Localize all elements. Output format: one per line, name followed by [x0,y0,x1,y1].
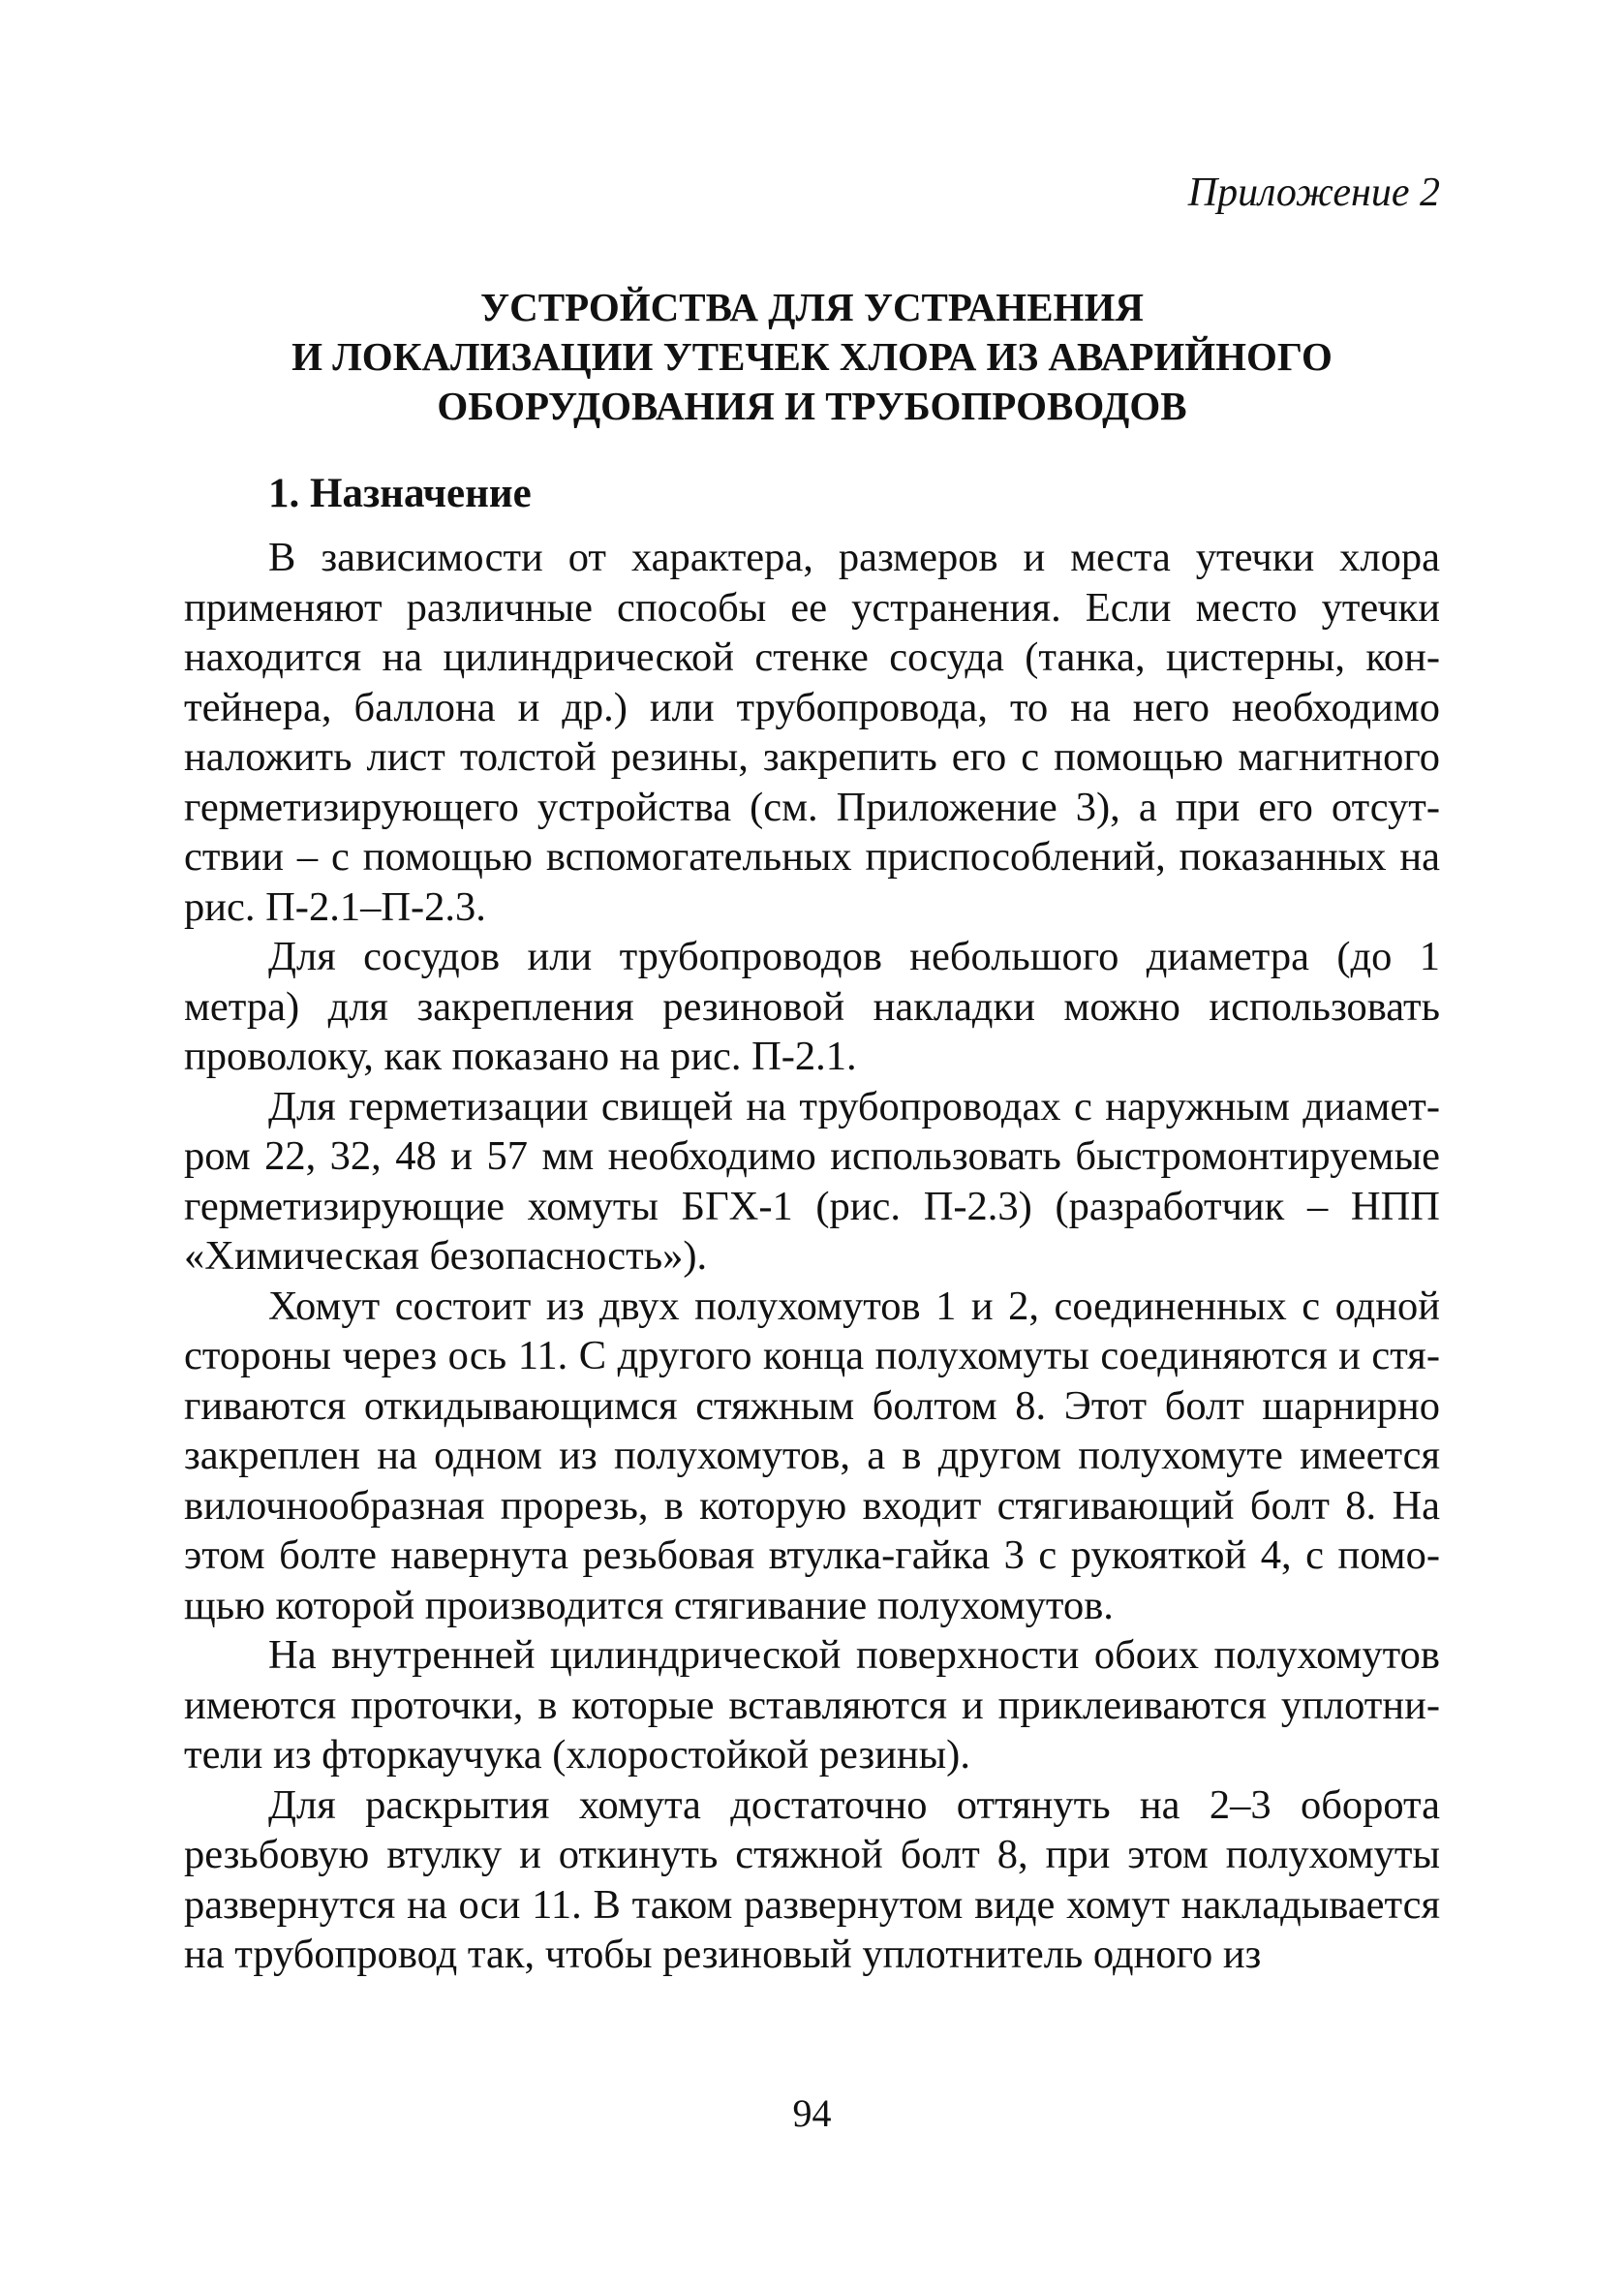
page-number: 94 [792,2091,832,2135]
paragraph-seals: На внутренней цилиндрической поверхности обоих полухомутов имеются проточки, в которые вставляются и приклеиваются уплотнители из фторкаучука (хлоростойкой резины). [184,1632,1440,1778]
title-line-1: УСТРОЙСТВА ДЛЯ УСТРАНЕНИЯ [480,285,1144,329]
paragraph-clamp-structure: Хомут состоит из двух полухомутов 1 и 2, соединенных с одной стороны через ось 11. С другого конца полухомуты соединяются и стягиваются откидывающимся стяжным болтом 8. Этот болт шарнирно закреплен на одном из полухомутов, а в другом полухомуте имеется вилочнообразная прорезь, в которую входит стягивающий болт 8. На этом болте навернута резьбовая втулка-гайка 3 с рукояткой 4, с помощью которой производится стягивание полухомутов. [184,1283,1440,1628]
paragraph-wire: Для сосудов или трубопроводов небольшого диаметра (до 1 метра) для закрепления резиновой накладки можно использовать проволоку, как показано на рис. П-2.1. [184,934,1440,1079]
title-line-2: И ЛОКАЛИЗАЦИИ УТЕЧЕК ХЛОРА ИЗ АВАРИЙНОГО [291,334,1333,379]
body-text [184,533,1440,1980]
paragraph-clamps: Для герметизации свищей на трубопроводах с наружным диаметром 22, 32, 48 и 57 мм необходимо использовать быстромонтируемые герметизирующие хомуты БГХ-1 (рис. П-2.3) (разработчик – НПП «Химическая безопасность»). [184,1083,1440,1279]
paragraph-opening: Для раскрытия хомута достаточно оттянуть на 2–3 оборота резьбовую втулку и откинуть стяжной болт 8, при этом полухомуты развернутся на оси 11. В таком развернутом виде хомут накладывается на трубопровод так, чтобы резиновый уплотнитель одного из [184,1781,1440,1977]
paragraph-purpose: В зависимости от характера, размеров и места утечки хлора применяют различные способы ее устранения. Если место утечки находится на цилиндрической стенке сосуда (танка, цистерны, контейнера, баллона и др.) или трубопровода, то на него необходимо наложить лист толстой резины, закрепить его с помощью магнитного герметизирующего устройства (см. Приложение 3), а при его отсутствии – с помощью вспомогательных приспособлений, показанных на рис. П-2.1–П-2.3. [184,535,1440,930]
page-title [184,283,1440,431]
title-line-3: ОБОРУДОВАНИЯ И ТРУБОПРОВОДОВ [437,384,1187,428]
section-heading: 1. Назначение [268,471,532,516]
appendix-label: Приложение 2 [1187,170,1440,215]
